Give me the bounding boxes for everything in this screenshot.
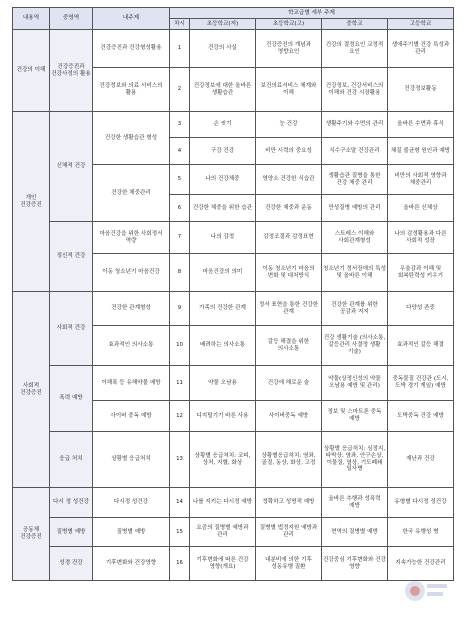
- topic-cell: 마음건강을 위한 사회정서 역량: [93, 222, 170, 254]
- topic-cell: 건강정보와 의료 서비스의 활용: [93, 68, 170, 112]
- middle-cell: 스트레스 이해와 사회관계형성: [322, 222, 388, 254]
- high-cell: 올바른 신체상: [388, 195, 454, 222]
- elem-high-cell: 영양소 건강한 식습관: [256, 165, 322, 195]
- middle-cell: 건강중심 기후변화와 건강 영향: [322, 547, 388, 581]
- elem-high-cell: 건강에 해로운 술: [256, 366, 322, 401]
- header-subarea: 중영역: [50, 8, 93, 30]
- topic-cell: 건강한 체중관리: [93, 165, 170, 222]
- high-cell: 유형별 다시정 성건강: [388, 488, 454, 518]
- order-cell: 15: [170, 518, 190, 547]
- topic-cell: 사이버 중독 예방: [93, 401, 170, 432]
- table-row: [13, 518, 454, 547]
- order-cell: 8: [170, 254, 190, 292]
- order-cell: 4: [170, 138, 190, 165]
- high-cell: 한국 유행성 병: [388, 518, 454, 547]
- middle-cell: 건강정보, 건강서비스의 이해와 건강 시장활용: [322, 68, 388, 112]
- middle-cell: 생활주기와 수면의 관리: [322, 112, 388, 138]
- subarea-cell: 질병별 예방: [50, 518, 93, 547]
- order-cell: 5: [170, 165, 190, 195]
- elem-low-cell: 약물 오남용: [190, 366, 256, 401]
- area-cell: 공동체 건강증진: [13, 488, 50, 581]
- topic-cell: 질병별 예방: [93, 518, 170, 547]
- elem-high-cell: 건강증진의 개념과 영향요인: [256, 30, 322, 68]
- header-elem-high: 초등학교(고): [256, 19, 322, 30]
- elem-low-cell: 디지털기기 바른 사용: [190, 401, 256, 432]
- subarea-cell: 성경 건강: [50, 547, 93, 581]
- order-cell: 7: [170, 222, 190, 254]
- elem-high-cell: 사이버중독 예방: [256, 401, 322, 432]
- elem-high-cell: 정확하고 성명적 예방: [256, 488, 322, 518]
- elem-high-cell: 질병별 법정지원 예방과 관리: [256, 518, 322, 547]
- subarea-cell: 정신적 건강: [50, 222, 93, 292]
- high-cell: 중독물질 건강관 (도시, 도박 경기 게임) 예방: [388, 366, 454, 401]
- elem-low-cell: 배려하는 의사소통: [190, 326, 256, 366]
- topic-cell: 상황별 응급처치: [93, 432, 170, 488]
- elem-high-cell: 정서 표현을 통한 건강한 관계: [256, 292, 322, 326]
- header-elem-low: 초등학교(저): [190, 19, 256, 30]
- middle-cell: 올바른 추행과 성폭력 예방: [322, 488, 388, 518]
- middle-cell: 건강 생활기술 (의사소통, 갈등관리 사결정 생활 기술): [322, 326, 388, 366]
- elem-low-cell: 요즘의 질병별 예방과 관리: [190, 518, 256, 547]
- topic-cell: 건강증진과 건강형성활용: [93, 30, 170, 68]
- watermark-logo-icon: [403, 574, 449, 608]
- area-cell: 건강의 이해: [13, 30, 50, 112]
- elem-high-cell: 눈 건강: [256, 112, 322, 138]
- middle-cell: 정보 및 스마트폰 중독 예방: [322, 401, 388, 432]
- middle-cell: 건강의 결정요인 교정적 요인: [322, 30, 388, 68]
- order-cell: 3: [170, 112, 190, 138]
- elem-high-cell: 비만 시력의 중요성: [256, 138, 322, 165]
- table-row: [13, 112, 454, 138]
- high-cell: 지속가능한 건강관리: [388, 547, 454, 581]
- order-cell: 1: [170, 30, 190, 68]
- high-cell: 효과적인 갈등 해결: [388, 326, 454, 366]
- high-cell: 도박중독 건강 예방: [388, 401, 454, 432]
- elem-low-cell: 나를 지키는 다시정 예방: [190, 488, 256, 518]
- order-cell: 16: [170, 547, 190, 581]
- subarea-cell: 건강증진과 건강사정의 활용: [50, 30, 93, 112]
- elem-low-cell: 나의 건강체중: [190, 165, 256, 195]
- elem-high-cell: 상황별응급처치: 염좌, 골절, 동상, 화상, 고정: [256, 432, 322, 488]
- table-row: [13, 547, 454, 581]
- topic-cell: 이해폭 등 유해약물 예방: [93, 366, 170, 401]
- middle-cell: 약물(상정신성의 약물 오남용 예방 및 관리): [322, 366, 388, 401]
- curriculum-table-wrapper: [12, 7, 453, 581]
- table-row: [13, 432, 454, 488]
- header-high: 고등학교: [388, 19, 454, 30]
- middle-cell: 상황별 응급처치: 심정지, 타박상, 염좌, 안구손상, 이물질, 열상, 기도폐쇄 일사병: [322, 432, 388, 488]
- high-cell: 올바른 수면과 휴식: [388, 112, 454, 138]
- subarea-cell: 다시 정 성건강: [50, 488, 93, 518]
- area-cell: 사회적 건강증진: [13, 292, 50, 488]
- middle-cell: 현역의 질병별 예방: [322, 518, 388, 547]
- table-row: [13, 488, 454, 518]
- header-order: 차시: [170, 19, 190, 30]
- middle-cell: 식수구소말 건강관리: [322, 138, 388, 165]
- high-cell: 건강정보활동: [388, 68, 454, 112]
- high-cell: 다양성 존중: [388, 292, 454, 326]
- order-cell: 13: [170, 432, 190, 488]
- elem-high-cell: 감정조절과 감정표현: [256, 222, 322, 254]
- header-area: 내용역: [13, 8, 50, 30]
- curriculum-table: [12, 7, 454, 581]
- table-row: [13, 30, 454, 68]
- order-cell: 11: [170, 366, 190, 401]
- elem-low-cell: 건강한 체중을 위한 습관: [190, 195, 256, 222]
- order-cell: 10: [170, 326, 190, 366]
- order-cell: 9: [170, 292, 190, 326]
- middle-cell: 생활습관 질병을 통한 건강 체중 관리: [322, 165, 388, 195]
- elem-low-cell: 건강의 사실: [190, 30, 256, 68]
- middle-cell: 건강한 관계를 위한 공감과 지지: [322, 292, 388, 326]
- order-cell: 12: [170, 401, 190, 432]
- elem-low-cell: 건강정보에 대한 올바른 생활습관: [190, 68, 256, 112]
- elem-low-cell: 손 씻기: [190, 112, 256, 138]
- high-cell: 비만의 사회적 영향과 체중관리: [388, 165, 454, 195]
- order-cell: 14: [170, 488, 190, 518]
- elem-high-cell: 이동 청소년기 마음의 변화 및 대처방식: [256, 254, 322, 292]
- topic-cell: 기후변화와 건강영향: [93, 547, 170, 581]
- header-topic: 내주제: [93, 8, 170, 30]
- order-cell: 2: [170, 68, 190, 112]
- high-cell: 생애주기별 건강 특성과 관리: [388, 30, 454, 68]
- topic-cell: 이동 청소년기 마음건강: [93, 254, 170, 292]
- high-cell: 체질 불균형 원인과 예방: [388, 138, 454, 165]
- elem-low-cell: 상황별 응급처치: 코피, 상처, 지혈, 화상: [190, 432, 256, 488]
- elem-low-cell: 기후변화에 따른 건강 영향(개요): [190, 547, 256, 581]
- elem-low-cell: 구강 건강: [190, 138, 256, 165]
- topic-cell: 건강한 생활습관 형성: [93, 112, 170, 165]
- table-row: [13, 222, 454, 254]
- elem-high-cell: 갈등 해결을 위한 의사소통: [256, 326, 322, 366]
- order-cell: 6: [170, 195, 190, 222]
- subarea-cell: 폭력 예방: [50, 366, 93, 432]
- high-cell: 나의 감정활용과 다른 사회적 성장: [388, 222, 454, 254]
- elem-high-cell: 건강한 체중과 운동: [256, 195, 322, 222]
- subarea-cell: 사회적 건강: [50, 292, 93, 366]
- middle-cell: 만성질병 예방의 관리: [322, 195, 388, 222]
- middle-cell: 청소년기 정서장애의 특성 및 올바른 이해: [322, 254, 388, 292]
- header-middle: 중학교: [322, 19, 388, 30]
- subarea-cell: 신체적 건강: [50, 112, 93, 222]
- header-school-details: 학교급별 세부 주제: [170, 8, 454, 19]
- high-cell: 재난과 건강: [388, 432, 454, 488]
- high-cell: 우울감과 이해 및 회복탄력성 키우기: [388, 254, 454, 292]
- subarea-cell: 응급 처치: [50, 432, 93, 488]
- topic-cell: 건강한 관계형성: [93, 292, 170, 326]
- table-row: [13, 292, 454, 326]
- area-cell: 개인 건강증진: [13, 112, 50, 292]
- elem-low-cell: 가족의 건강한 관계: [190, 292, 256, 326]
- elem-low-cell: 마음건강의 의미: [190, 254, 256, 292]
- topic-cell: 효과적인 의사소통: [93, 326, 170, 366]
- topic-cell: 다시정 성건강: [93, 488, 170, 518]
- elem-low-cell: 나의 감정: [190, 222, 256, 254]
- table-row: [13, 366, 454, 401]
- elem-high-cell: 내분비에 의한 기후 성동유행 질환: [256, 547, 322, 581]
- elem-high-cell: 보건의료서비스 체계와 이해: [256, 68, 322, 112]
